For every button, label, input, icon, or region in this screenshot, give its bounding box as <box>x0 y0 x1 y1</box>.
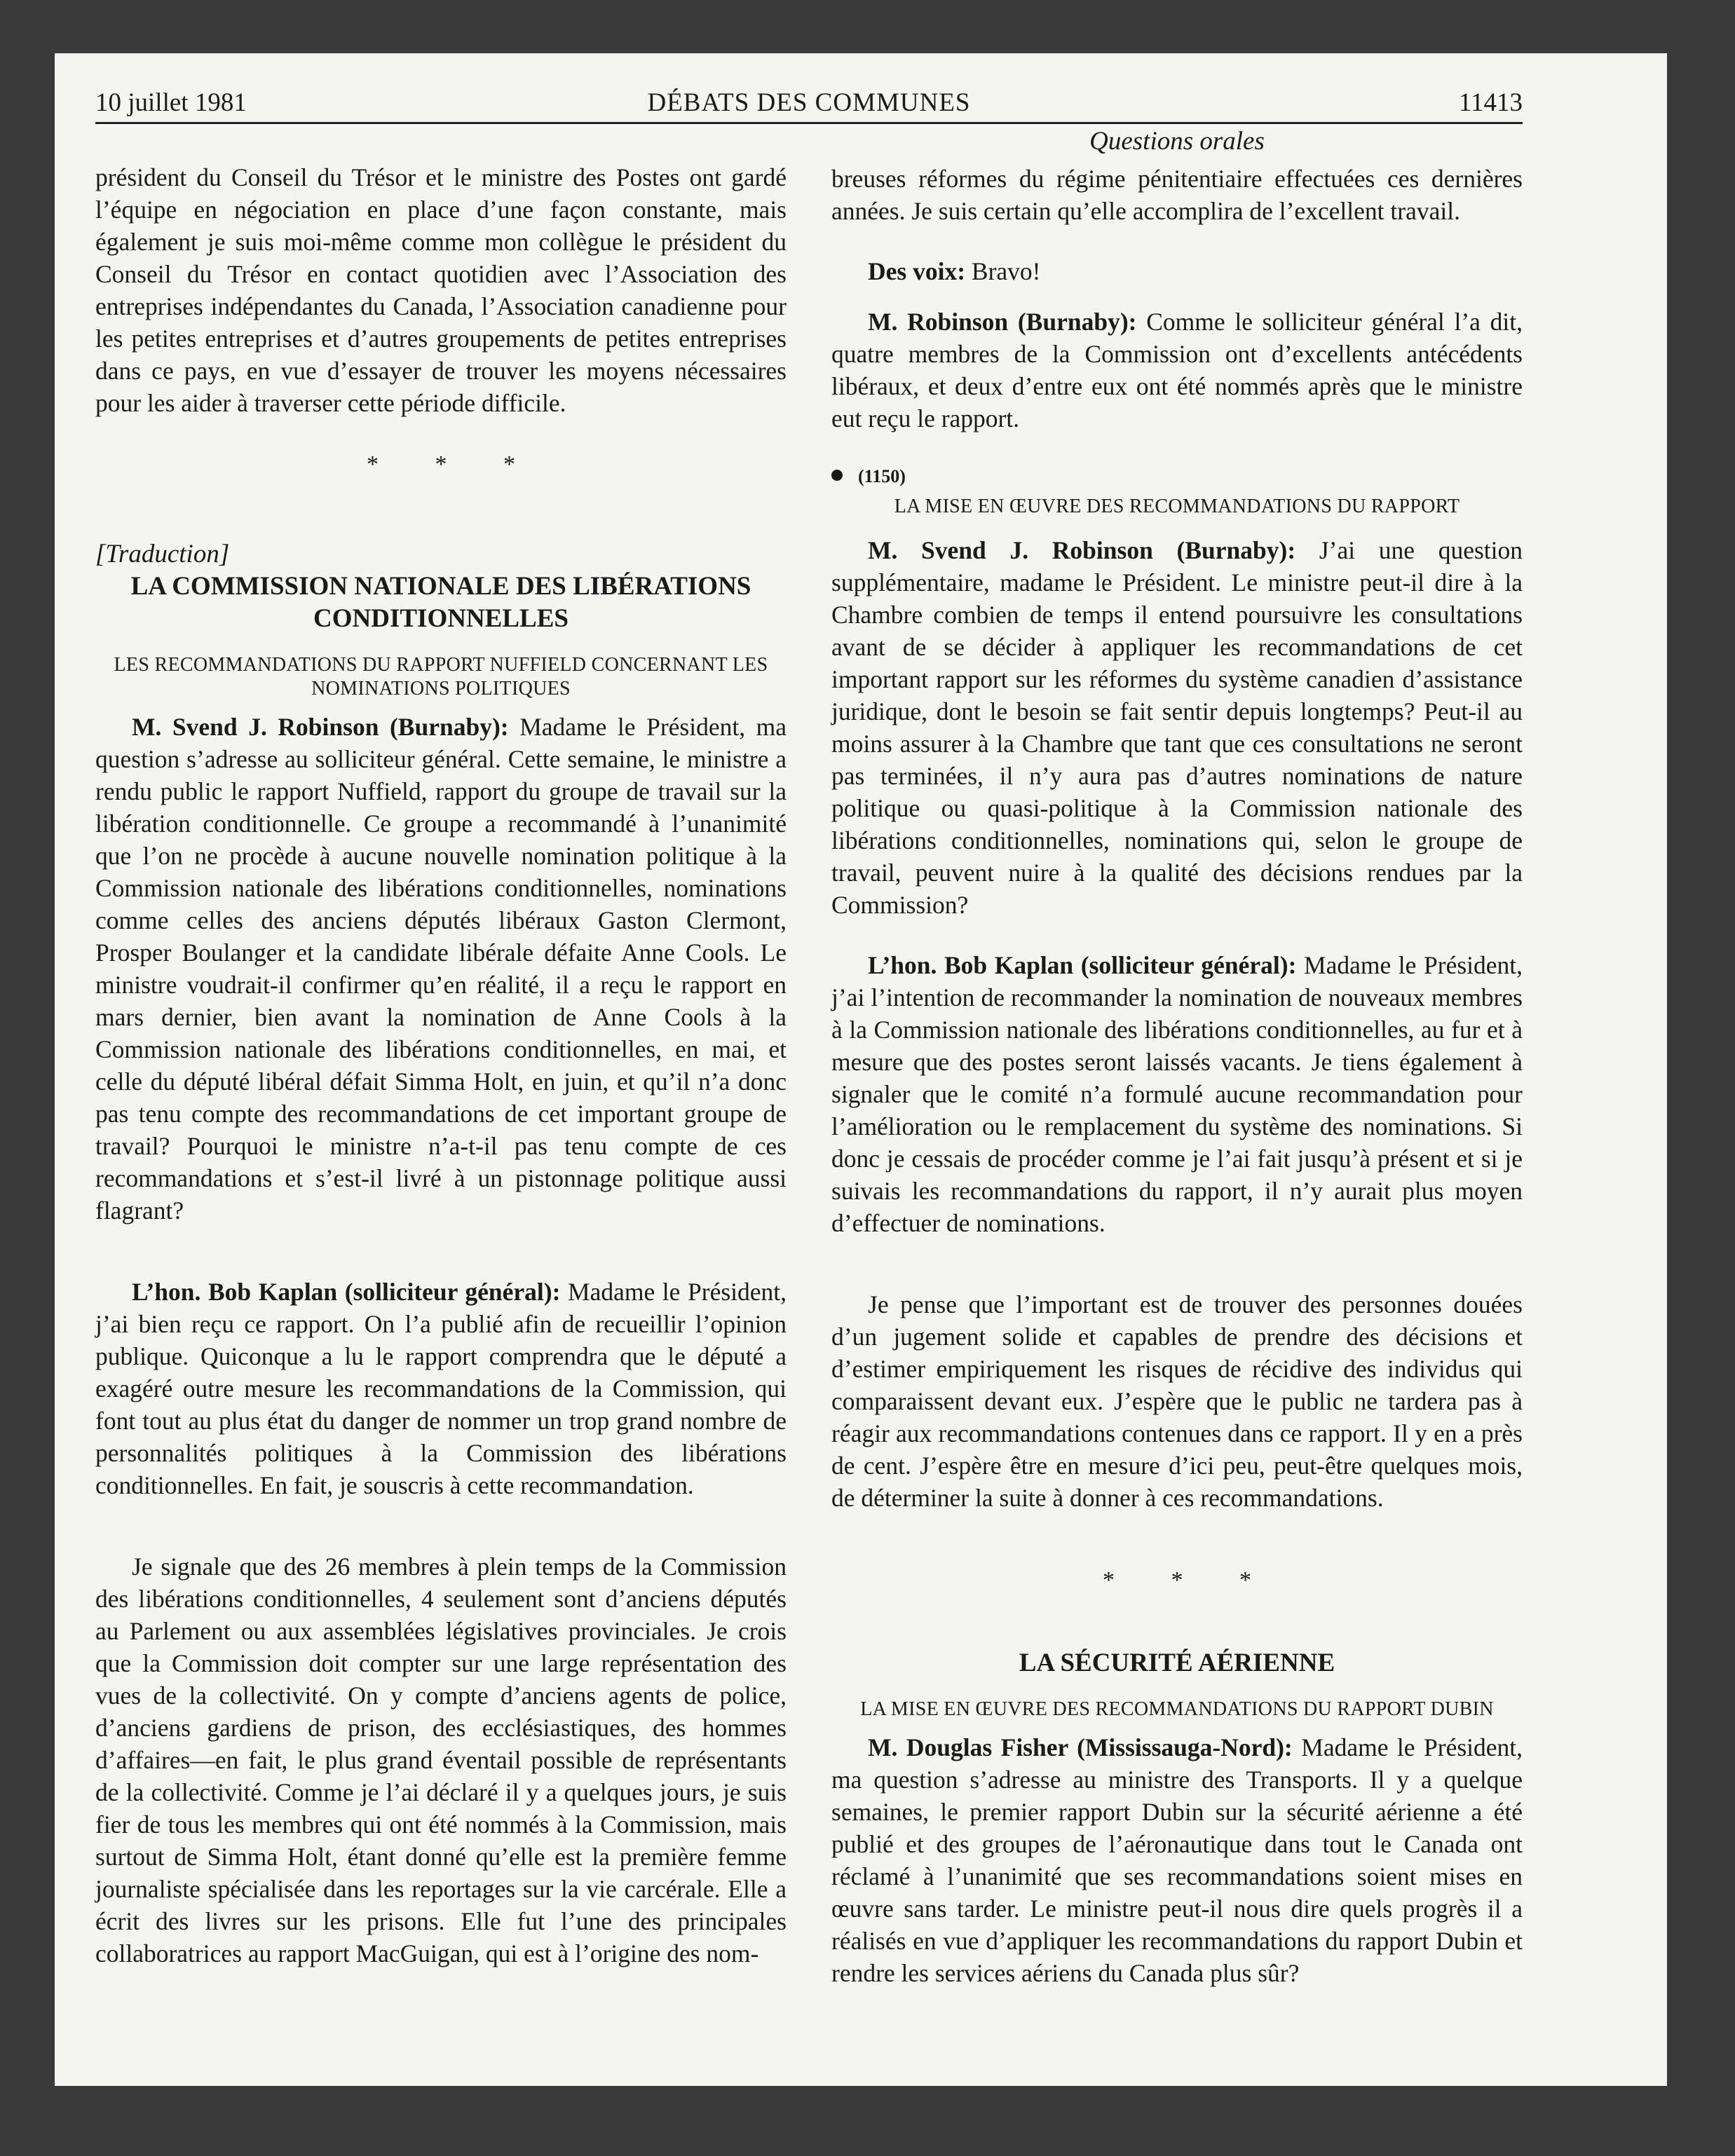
speech-paragraph <box>831 949 1523 1239</box>
speaker-name: L’hon. Bob Kaplan (solliciteur général): <box>132 1278 561 1306</box>
speaker-name: L’hon. Bob Kaplan (solliciteur général): <box>868 951 1297 979</box>
bullet-icon <box>831 470 843 481</box>
running-head: Questions orales <box>1089 127 1265 156</box>
speaker-name: Des voix: <box>868 257 966 285</box>
section-subtitle: LA MISE EN ŒUVRE DES RECOMMANDATIONS DU RAPPORT DUBIN <box>860 1698 1494 1720</box>
speech-paragraph <box>95 1276 787 1501</box>
speaker-name: M. Robinson (Burnaby): <box>868 308 1137 336</box>
speech-paragraph <box>831 534 1523 921</box>
section-separator: * * * <box>367 451 540 477</box>
page-header <box>95 73 1523 124</box>
speech-text: Madame le Président, ma question s’adresse au ministre des Transports. Il y a quelque semaines, le premier rapport Dubin sur la sécurité aérienne a été publié et des groupes de l’aéronautique dans tout le Canada ont réclamé à l’unanimité que ses recommandations soient mises en œuvre sans tarder. Le ministre peut-il nous dire quels progrès il a réalisés en vue d’appliquer les recommandations du rapport Dubin et rendre les services aériens du Canada plus sûr? <box>831 1733 1523 1987</box>
speech-paragraph <box>831 255 1523 287</box>
timestamp: (1150) <box>831 463 1523 491</box>
section-subtitle: LES RECOMMANDATIONS DU RAPPORT NUFFIELD CONCERNANT LES NOMINATIONS POLITIQUES <box>114 654 768 700</box>
header-date: 10 juillet 1981 <box>95 88 247 117</box>
right-column <box>831 163 1523 1989</box>
speech-text: Madame le Président, ma question s’adresse au solliciteur général. Cette semaine, le ministre a rendu public le rapport Nuffield, rapport du groupe de travail sur la libération conditionnelle. Ce groupe a recommandé à l’unanimité que l’on ne procède à aucune nouvelle nomination politique à la Commission nationale des libérations conditionnelles, nominations comme celles des anciens députés libéraux Gaston Clermont, Prosper Boulanger et la candidate libérale défaite Anne Cools. Le ministre voudrait-il confirmer qu’en réalité, il a reçu le rapport en mars dernier, bien avant la nomination de Anne Cools à la Commission nationale des libérations conditionnelles, en mai, et celle du député libéral défait Simma Holt, en juin, et qu’il n’a donc pas tenu compte des recommandations de cet important groupe de travail? Pourquoi le ministre n’a-t-il pas tenu compte de ces recommandations et s’est-il livré à un pistonnage politique aussi flagrant? <box>95 713 787 1224</box>
left-column <box>95 161 787 1970</box>
speech-text: Comme le solliciteur général l’a dit, quatre membres de la Commission ont d’excellents antécédents libéraux, et deux d’entre eux ont été nommés après que le ministre eut reçu le rapport. <box>831 308 1523 432</box>
speech-text: Madame le Président, j’ai bien reçu ce rapport. On l’a publié afin de recueillir l’opinion publique. Quiconque a lu le rapport comprendra que le député a exagéré outre mesure les recommandations de la Commission, qui font tout au plus état du danger de nommer un trop grand nombre de personnalités politiques à la Commission des libérations conditionnelles. En fait, je souscris à cette recommandation. <box>95 1278 787 1499</box>
speech-paragraph <box>95 711 787 1227</box>
paragraph: breuses réformes du régime pénitentiaire effectuées ces dernières années. Je suis certain qu’elle accomplira de l’excellent travail. <box>831 165 1523 225</box>
header-publication: DÉBATS DES COMMUNES <box>647 88 971 117</box>
paragraph: président du Conseil du Trésor et le ministre des Postes ont gardé l’équipe en négociation en place d’une façon constante, mais également je suis moi-même comme mon collègue le président du Conseil du Trésor en contact quotidien avec l’Association des entreprises indépendantes du Canada, l’Association canadienne pour les petites entreprises et d’autres groupements de petites entreprises dans ce pays, en vue d’essayer de trouver les moyens nécessaires pour les aider à traverser cette période difficile. <box>95 163 787 417</box>
translation-note: [Traduction] <box>95 540 230 568</box>
speaker-name: M. Svend J. Robinson (Burnaby): <box>868 536 1296 564</box>
speech-text: Madame le Président, j’ai l’intention de recommander la nomination de nouveaux membres à la Commission nationale des libérations conditionnelles, au fur et à mesure que des postes seront laissés vacants. Je tiens également à signaler que le comité n’a formulé aucune recommandation pour l’amélioration ou le remplacement du système des nominations. Si donc je cessais de procéder comme je l’ai fait jusqu’à présent et si je suivais les recommandations du rapport, il n’y aurait plus moyen d’effectuer de nominations. <box>831 951 1523 1237</box>
speech-text: J’ai une question supplémentaire, madame le Président. Le ministre peut-il dire à la Chambre combien de temps il entend poursuivre les consultations avant de se décider à appliquer les recommandations de cet important rapport sur les réformes du système canadien d’assistance juridique, dont le besoin se fait sentir depuis longtemps? Peut-il au moins assurer à la Chambre que tant que ces consultations ne seront pas terminées, il n’y aura pas d’autres nominations de nature politique ou quasi-politique à la Commission nationale des libérations conditionnelles, nominations qui, selon le groupe de travail, peuvent nuire à la qualité des décisions rendues par la Commission? <box>831 536 1523 919</box>
speech-paragraph <box>831 306 1523 435</box>
section-title: LA COMMISSION NATIONALE DES LIBÉRATIONS CONDITIONNELLES <box>130 572 751 633</box>
section-separator: * * * <box>1103 1567 1277 1593</box>
header-page-number: 11413 <box>1458 88 1523 117</box>
speech-text: Bravo! <box>971 257 1041 285</box>
section-subtitle: LA MISE EN ŒUVRE DES RECOMMANDATIONS DU RAPPORT <box>894 496 1460 517</box>
paragraph: Je signale que des 26 membres à plein temps de la Commission des libérations conditionnelles, 4 seulement sont d’anciens députés au Parlement ou aux assemblées législatives provinciales. Je crois que la Commission doit compter sur une large représentation des vues de la collectivité. On y compte d’anciens agents de police, d’anciens gardiens de prison, des ecclésiastiques, des hommes d’affaires—en fait, le plus grand éventail possible de représentants de la collectivité. Comme je l’ai déclaré il y a quelques jours, je suis fier de tous les membres qui ont été nommés à la Commission, mais surtout de Simma Holt, étant donné qu’elle est la première femme journaliste spécialisée dans les reportages sur la vie carcérale. Elle a écrit des livres sur les prisons. Elle fut l’une des principales collaboratrices au rapport MacGuigan, qui est à l’origine des nom- <box>95 1553 787 1967</box>
speech-paragraph <box>831 1731 1523 1989</box>
speaker-name: M. Svend J. Robinson (Burnaby): <box>132 713 509 741</box>
paragraph: Je pense que l’important est de trouver des personnes douées d’un jugement solide et capables de prendre des décisions et d’estimer empiriquement les risques de récidive des individus qui comparaissent devant eux. J’espère que le public ne tardera pas à réagir aux recommandations contenues dans ce rapport. Il y en a près de cent. J’espère être en mesure d’ici peu, peut-être quelques mois, de déterminer la suite à donner à ces recommandations. <box>831 1290 1523 1512</box>
section-title: LA SÉCURITÉ AÉRIENNE <box>1019 1649 1335 1677</box>
speaker-name: M. Douglas Fisher (Mississauga-Nord): <box>868 1733 1293 1761</box>
